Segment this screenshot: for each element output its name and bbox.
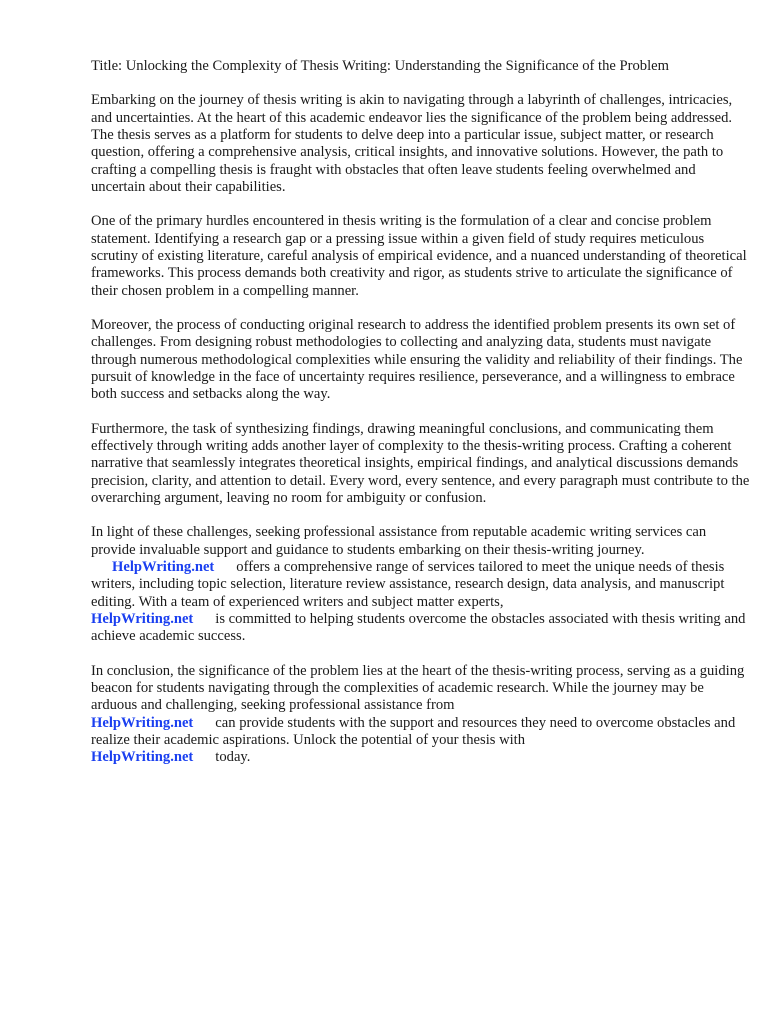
- paragraph-conclusion-intro: In conclusion, the significance of the problem lies at the heart of the thesis-writing process, serving as a guiding beacon for students navigating through the complexities of academic research. While the journey may be arduous and challenging, seeking professional assistance from: [91, 662, 745, 714]
- helpwriting-link[interactable]: HelpWriting.net: [112, 559, 215, 576]
- paragraph-assistance: [91, 524, 751, 645]
- paragraph-intro: Embarking on the journey of thesis writing is akin to navigating through a labyrinth of challenges, intricacies, and uncertainties. At the heart of this academic endeavor lies the significance of the problem being addressed. The thesis serves as a platform for students to delve deep into a particular issue, subject matter, or research question, offering a comprehensive analysis, critical insights, and innovative solutions. However, the path to crafting a compelling thesis is fraught with obstacles that often leave students feeling overwhelmed and uncertain about their capabilities.: [91, 92, 733, 195]
- paragraph-conclusion-support: can provide students with the support and resources they need to overcome obstacles and realize their academic aspirations. Unlock the potential of your thesis with: [91, 714, 736, 748]
- paragraph-conclusion-closing: today.: [215, 749, 251, 766]
- paragraph-conclusion: [91, 663, 751, 767]
- paragraph-synthesis: Furthermore, the task of synthesizing findings, drawing meaningful conclusions, and communicating them effectively through writing adds another layer of complexity to the thesis-writing process. Crafting a coherent narrative that seamlessly integrates theoretical insights, empirical findings, and analytical discussions demands precision, clarity, and attention to detail. Every word, every sentence, and every paragraph must contribute to the overarching argument, leaving no room for ambiguity or confusion.: [91, 420, 750, 506]
- document-title: Title: Unlocking the Complexity of Thesis Writing: Understanding the Significance of the Problem: [91, 58, 669, 74]
- document-page: [91, 58, 751, 784]
- paragraph-problem-statement: One of the primary hurdles encountered in thesis writing is the formulation of a clear and concise problem statement. Identifying a research gap or a pressing issue within a given field of study requires meticulous scrutiny of existing literature, careful analysis of empirical evidence, and a nuanced understanding of theoretical frameworks. This process demands both creativity and rigor, as students strive to articulate the significance of their chosen problem in a compelling manner.: [91, 213, 747, 299]
- helpwriting-link[interactable]: HelpWriting.net: [91, 749, 194, 766]
- paragraph-assistance-services: offers a comprehensive range of services tailored to meet the unique needs of thesis writers, including topic selection, literature review assistance, research design, data analysis, and manuscript editing. With a team of experienced writers and subject matter experts,: [91, 559, 725, 610]
- paragraph-assistance-commitment: is committed to helping students overcome the obstacles associated with thesis writing and achieve academic success.: [91, 610, 746, 645]
- paragraph-research-challenges: Moreover, the process of conducting original research to address the identified problem presents its own set of challenges. From designing robust methodologies to collecting and analyzing data, students must navigate through numerous methodological complexities while ensuring the validity and reliability of their findings. The pursuit of knowledge in the face of uncertainty requires resilience, perseverance, and a willingness to embrace both success and setbacks along the way.: [91, 317, 743, 403]
- helpwriting-link[interactable]: HelpWriting.net: [91, 610, 194, 627]
- helpwriting-link[interactable]: HelpWriting.net: [91, 714, 194, 731]
- paragraph-assistance-intro: In light of these challenges, seeking professional assistance from reputable academic writing services can provide invaluable support and guidance to students embarking on their thesis-writing journey.: [91, 524, 707, 558]
